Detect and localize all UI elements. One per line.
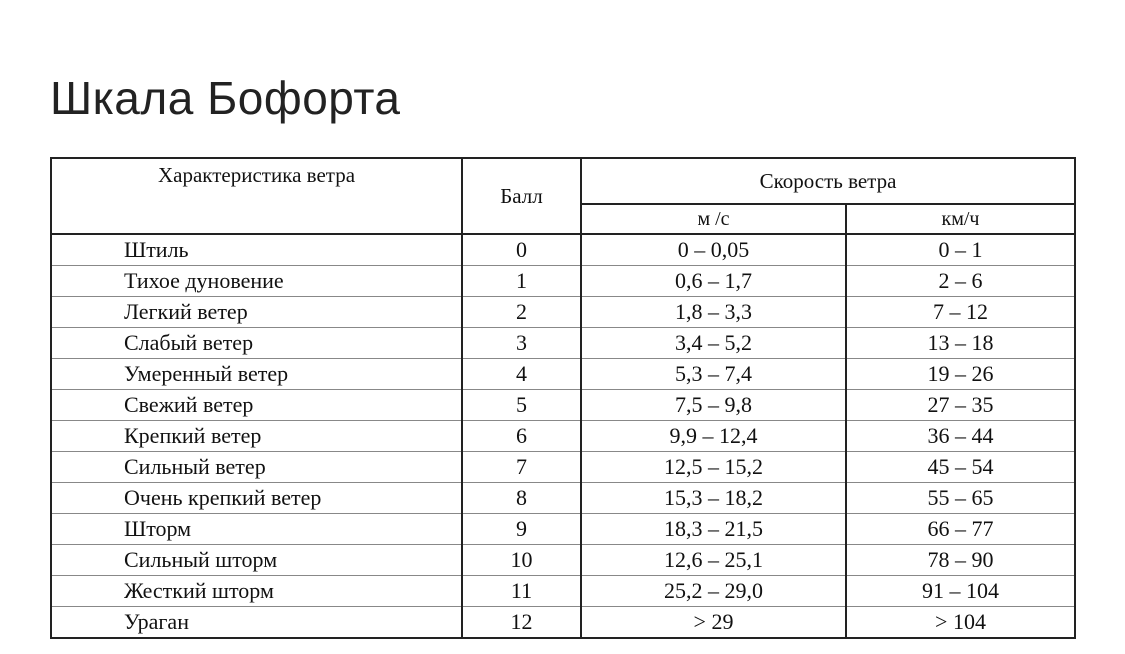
header-characteristic <box>51 158 462 234</box>
cell-ball: 5 <box>462 390 581 421</box>
table-row <box>51 514 1075 545</box>
table-row <box>51 607 1075 639</box>
table-row <box>51 359 1075 390</box>
cell-name: Тихое дуновение <box>51 266 462 297</box>
cell-name: Крепкий ветер <box>51 421 462 452</box>
cell-name: Очень крепкий ветер <box>51 483 462 514</box>
cell-ms: 18,3 – 21,5 <box>581 514 846 545</box>
table-row <box>51 328 1075 359</box>
cell-ball: 11 <box>462 576 581 607</box>
cell-kmh: 2 – 6 <box>846 266 1075 297</box>
table-row <box>51 390 1075 421</box>
table-row <box>51 483 1075 514</box>
cell-kmh: 19 – 26 <box>846 359 1075 390</box>
cell-name: Сильный ветер <box>51 452 462 483</box>
cell-ball: 8 <box>462 483 581 514</box>
cell-ball: 7 <box>462 452 581 483</box>
cell-kmh: 7 – 12 <box>846 297 1075 328</box>
cell-name: Штиль <box>51 234 462 266</box>
cell-ms: 0,6 – 1,7 <box>581 266 846 297</box>
cell-kmh: 91 – 104 <box>846 576 1075 607</box>
cell-ball: 2 <box>462 297 581 328</box>
cell-kmh: 78 – 90 <box>846 545 1075 576</box>
cell-name: Жесткий шторм <box>51 576 462 607</box>
cell-kmh: 45 – 54 <box>846 452 1075 483</box>
cell-name: Свежий ветер <box>51 390 462 421</box>
cell-name: Умеренный ветер <box>51 359 462 390</box>
cell-kmh: 55 – 65 <box>846 483 1075 514</box>
cell-ms: 12,5 – 15,2 <box>581 452 846 483</box>
cell-kmh: 27 – 35 <box>846 390 1075 421</box>
cell-ball: 10 <box>462 545 581 576</box>
header-speed: Скорость ветра <box>581 158 1075 204</box>
cell-ms: 15,3 – 18,2 <box>581 483 846 514</box>
cell-name: Слабый ветер <box>51 328 462 359</box>
cell-ball: 6 <box>462 421 581 452</box>
table-row <box>51 297 1075 328</box>
cell-ball: 12 <box>462 607 581 639</box>
cell-ms: > 29 <box>581 607 846 639</box>
cell-name: Шторм <box>51 514 462 545</box>
cell-name: Ураган <box>51 607 462 639</box>
table-row <box>51 266 1075 297</box>
table-row <box>51 421 1075 452</box>
cell-ms: 0 – 0,05 <box>581 234 846 266</box>
slide-title: Шкала Бофорта <box>50 72 401 124</box>
table-row <box>51 545 1075 576</box>
table-body <box>51 234 1075 638</box>
table-row <box>51 234 1075 266</box>
cell-kmh: 13 – 18 <box>846 328 1075 359</box>
beaufort-table-container <box>50 157 1074 639</box>
cell-ms: 7,5 – 9,8 <box>581 390 846 421</box>
cell-kmh: 0 – 1 <box>846 234 1075 266</box>
cell-ms: 9,9 – 12,4 <box>581 421 846 452</box>
cell-ms: 25,2 – 29,0 <box>581 576 846 607</box>
table-row <box>51 576 1075 607</box>
cell-ball: 9 <box>462 514 581 545</box>
header-characteristic-label: Характеристика ветра <box>157 163 356 187</box>
beaufort-table <box>50 157 1076 639</box>
cell-ms: 5,3 – 7,4 <box>581 359 846 390</box>
cell-ms: 3,4 – 5,2 <box>581 328 846 359</box>
cell-ball: 3 <box>462 328 581 359</box>
table-row <box>51 452 1075 483</box>
cell-kmh: 36 – 44 <box>846 421 1075 452</box>
cell-name: Сильный шторм <box>51 545 462 576</box>
cell-ms: 1,8 – 3,3 <box>581 297 846 328</box>
cell-name: Легкий ветер <box>51 297 462 328</box>
header-kmh: км/ч <box>846 204 1075 234</box>
cell-ms: 12,6 – 25,1 <box>581 545 846 576</box>
cell-ball: 1 <box>462 266 581 297</box>
header-ball: Балл <box>462 158 581 234</box>
cell-kmh: > 104 <box>846 607 1075 639</box>
cell-ball: 4 <box>462 359 581 390</box>
header-ms: м /с <box>581 204 846 234</box>
cell-ball: 0 <box>462 234 581 266</box>
cell-kmh: 66 – 77 <box>846 514 1075 545</box>
